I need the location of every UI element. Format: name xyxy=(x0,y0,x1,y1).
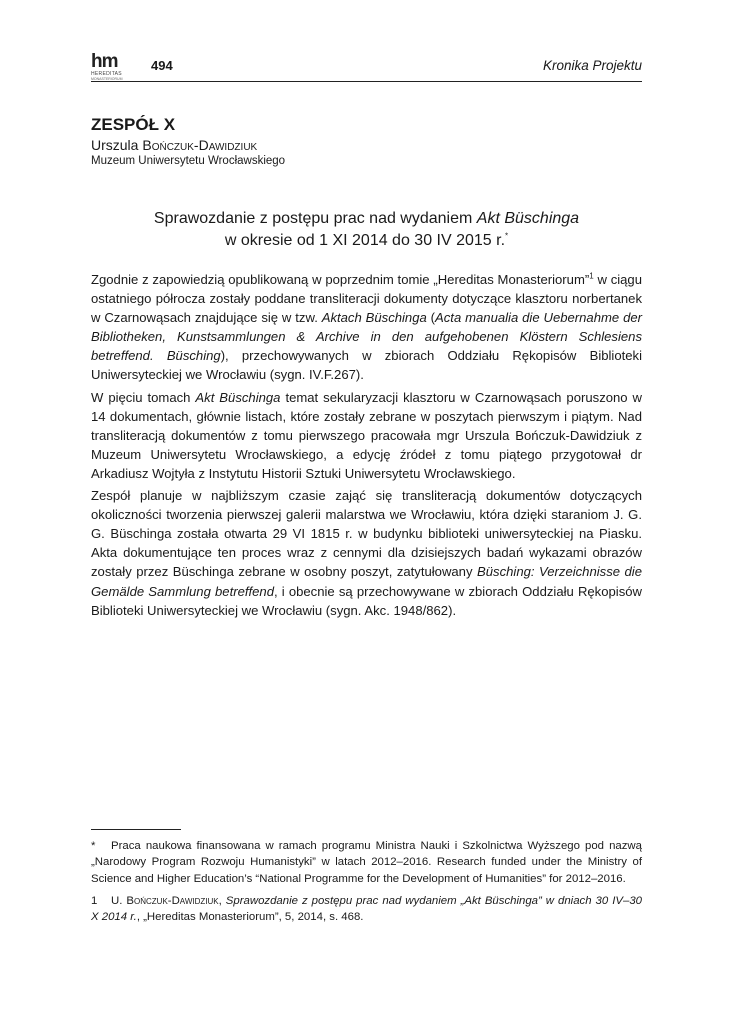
paragraph-3 xyxy=(91,486,642,620)
footnote-1-mark: 1 xyxy=(91,894,98,907)
paragraph-2 xyxy=(91,388,642,483)
page-header xyxy=(91,52,642,82)
journal-logo xyxy=(91,51,133,81)
title-footnote-marker: * xyxy=(505,231,509,241)
footnotes xyxy=(91,838,642,931)
footnote-1-sep: , xyxy=(218,894,226,907)
author-name xyxy=(91,137,257,153)
logo-text: HEREDITAS xyxy=(91,71,122,77)
body-text xyxy=(91,270,642,623)
paragraph-1 xyxy=(91,270,642,385)
p1-text-d: ), przechowywanych w zbiorach Oddziału Rękopisów Biblioteki Uniwersyteckiej we Wrocławiu (sygn. IV.F.267). xyxy=(91,348,642,383)
team-heading: ZESPÓŁ X xyxy=(91,115,176,134)
author-first-name: Urszula xyxy=(91,137,139,153)
footnote-1-title: Sprawozdanie z postępu prac nad wydaniem „Akt Büschinga” w dniach 30 IV–30 X 2014 r. xyxy=(91,894,642,924)
report-title xyxy=(91,208,642,252)
header-rule xyxy=(91,81,642,82)
p3-text-b: , i obecnie są przechowywane w zbiorach Oddziału Rękopisów Biblioteki Uniwersyteckiej we Wrocławiu (sygn. Akc. 1948/862). xyxy=(91,583,642,618)
author-institution: Muzeum Uniwersytetu Wrocławskiego xyxy=(91,155,286,167)
logo-mark: hm xyxy=(91,51,118,72)
logo-subtext: MONASTERIORUM xyxy=(91,77,123,81)
footnote-ref-1: 1 xyxy=(589,271,594,281)
p1-text-c: ( xyxy=(426,310,436,326)
p2-text-b: temat sekularyzacji klasztoru w Czarnowąsach poruszono w 14 dokumentach, głównie listach, które zostały zebrane w poszytach pierwszym i piątym. Nad transliteracją dokumentów z tomu pierwszego pracowała mgr Urszula Bończuk-Dawidziuk z Muzeum Uniwersytetu Wrocławskiego, a edycję źródeł z tomu piątego przygotował dr Arkadiusz Wojtyła z Instytutu Historii Sztuki Uniwersytetu Wrocławskiego. xyxy=(91,389,643,481)
title-line1-plain: Sprawozdanie z postępu prac nad wydaniem xyxy=(153,210,477,227)
author-last-name: Bończuk-Dawidziuk xyxy=(142,137,258,153)
title-line1-italic: Akt Büschinga xyxy=(476,210,580,227)
p1-italic-1: Aktach Büschinga xyxy=(321,310,427,326)
p1-italic-2: Acta manualia die Uebernahme der Bibliotheken, Kunstsammlungen & Archive in den aufgehobenen Klöstern Schlesiens betreffend. Büsching xyxy=(91,310,642,364)
p2-italic-1: Akt Büschinga xyxy=(195,389,281,405)
p1-text-b: w ciągu ostatniego półrocza zostały poddane transliteracji dokumenty dotyczące klasztoru norbertanek w Czarnowąsach znajdujące się w tzw. xyxy=(91,272,642,326)
p3-italic-1: Büsching: Verzeichnisse die Gemälde Sammlung betreffend xyxy=(91,564,642,599)
page-number: 494 xyxy=(151,58,173,73)
p1-text-a: Zgodnie z zapowiedzią opublikowaną w poprzednim tomie „Hereditas Monasteriorum” xyxy=(91,272,590,287)
running-head: Kronika Projektu xyxy=(542,58,642,73)
p3-text-a: Zespół planuje w najbliższym czasie zająć się transliteracją dokumentów dotyczących okoliczności tworzenia pierwszej galerii malarstwa we Wrocławiu, która dzięki staraniom J. G. G. Büschinga została otwarta 29 VI 1815 r. w budynku biblioteki uniwersyteckiej na Piasku. Akta dokumentujące ten proces wraz z cennymi dla dzisiejszych badań wykazami obrazów zostały przez Büschinga zebrane w osobny poszyt, zatytułowany xyxy=(91,488,642,580)
footnote-star xyxy=(91,838,642,887)
footnote-star-text: Praca naukowa finansowana w ramach programu Ministra Nauki i Szkolnictwa Wyższego pod nazwą „Narodowy Program Rozwoju Humanistyki” w latach 2012–2016. Research funded under the Ministry of Science and Higher Education’s “National Programme for the Development of Humanities” for 2012–2016. xyxy=(91,840,642,885)
footnote-1-rest: , „Hereditas Monasteriorum”, 5, 2014, s. 468. xyxy=(136,911,364,924)
footnote-1-author: Bończuk-Dawidziuk xyxy=(126,894,219,907)
footnote-star-mark: * xyxy=(91,840,96,852)
footnote-rule xyxy=(91,829,181,830)
footnote-1-initial: U. xyxy=(111,894,123,907)
p2-text-a: W pięciu tomach xyxy=(91,389,196,405)
title-line2: w okresie od 1 XI 2014 do 30 IV 2015 r. xyxy=(224,232,506,249)
footnote-1 xyxy=(91,893,642,926)
